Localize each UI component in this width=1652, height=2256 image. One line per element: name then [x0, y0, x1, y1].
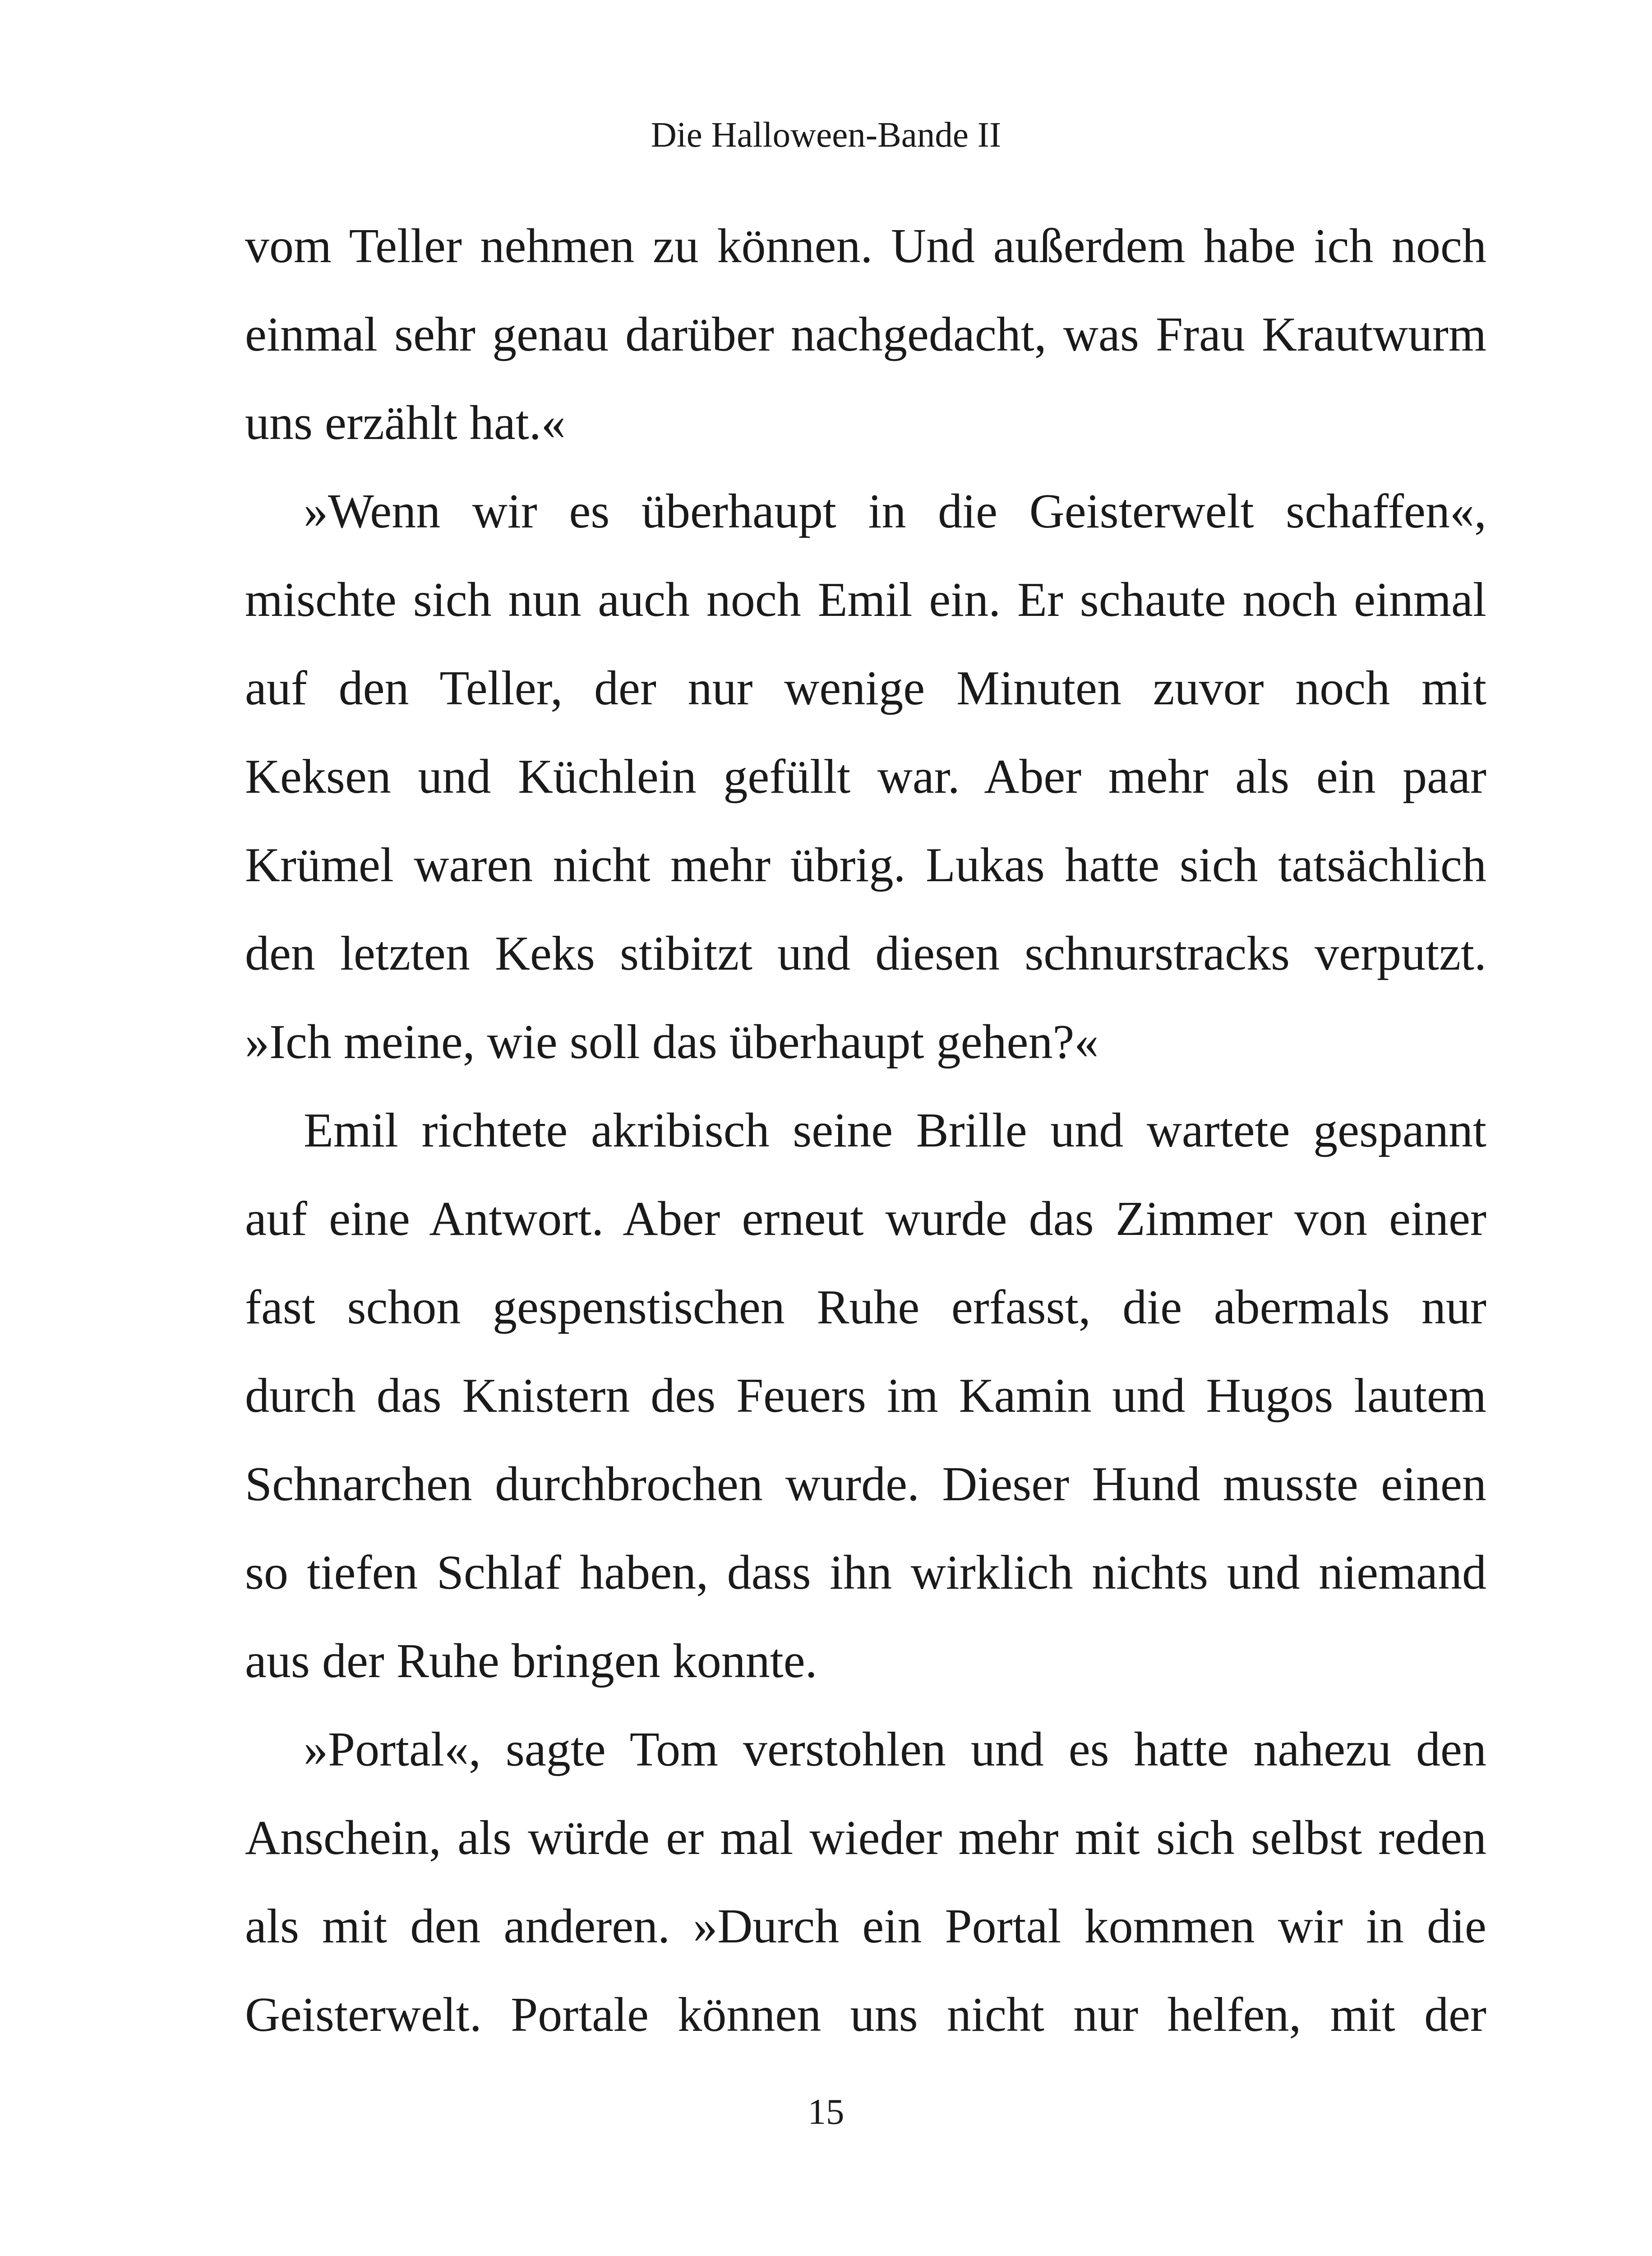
text-line: Krümel waren nicht mehr übrig. Lukas hatte sich tatsächlich — [245, 838, 1486, 892]
text-line: auf den Teller, der nur wenige Minuten zuvor noch mit — [245, 661, 1486, 715]
page-number: 15 — [808, 2091, 844, 2132]
text-line: fast schon gespenstischen Ruhe erfasst, die abermals nur — [245, 1281, 1486, 1334]
text-line: Emil richtete akribisch seine Brille und wartete gespannt — [304, 1104, 1486, 1157]
running-header: Die Halloween-Bande II — [651, 116, 1001, 155]
text-line: Anschein, als würde er mal wieder mehr mit sich selbst reden — [245, 1811, 1486, 1865]
text-line: vom Teller nehmen zu können. Und außerdem habe ich noch — [245, 219, 1486, 273]
text-line: durch das Knistern des Feuers im Kamin und Hugos lautem — [245, 1369, 1486, 1423]
text-line: »Portal«, sagte Tom verstohlen und es hatte nahezu den — [304, 1723, 1486, 1776]
text-line: den letzten Keks stibitzt und diesen schnurstracks verputzt. — [245, 927, 1486, 980]
text-line: »Ich meine, wie soll das überhaupt gehen?« — [245, 1015, 1099, 1069]
text-line: Keksen und Küchlein gefüllt war. Aber mehr als ein paar — [245, 750, 1486, 804]
text-line: mischte sich nun auch noch Emil ein. Er schaute noch einmal — [245, 573, 1486, 627]
body-text — [245, 202, 1486, 2059]
text-line: auf eine Antwort. Aber erneut wurde das Zimmer von einer — [245, 1192, 1486, 1246]
text-line: uns erzählt hat.« — [245, 396, 566, 450]
text-line: einmal sehr genau darüber nachgedacht, was Frau Krautwurm — [245, 308, 1486, 361]
text-line: Geisterwelt. Portale können uns nicht nur helfen, mit der — [245, 1988, 1486, 2042]
text-line: als mit den anderen. »Durch ein Portal kommen wir in die — [245, 1900, 1486, 1953]
text-line: so tiefen Schlaf haben, dass ihn wirklich nichts und niemand — [245, 1546, 1486, 1600]
text-line: aus der Ruhe bringen konnte. — [245, 1634, 817, 1688]
text-line: »Wenn wir es überhaupt in die Geisterwelt schaffen«, — [304, 485, 1486, 538]
text-line: Schnarchen durchbrochen wurde. Dieser Hund musste einen — [245, 1457, 1486, 1511]
